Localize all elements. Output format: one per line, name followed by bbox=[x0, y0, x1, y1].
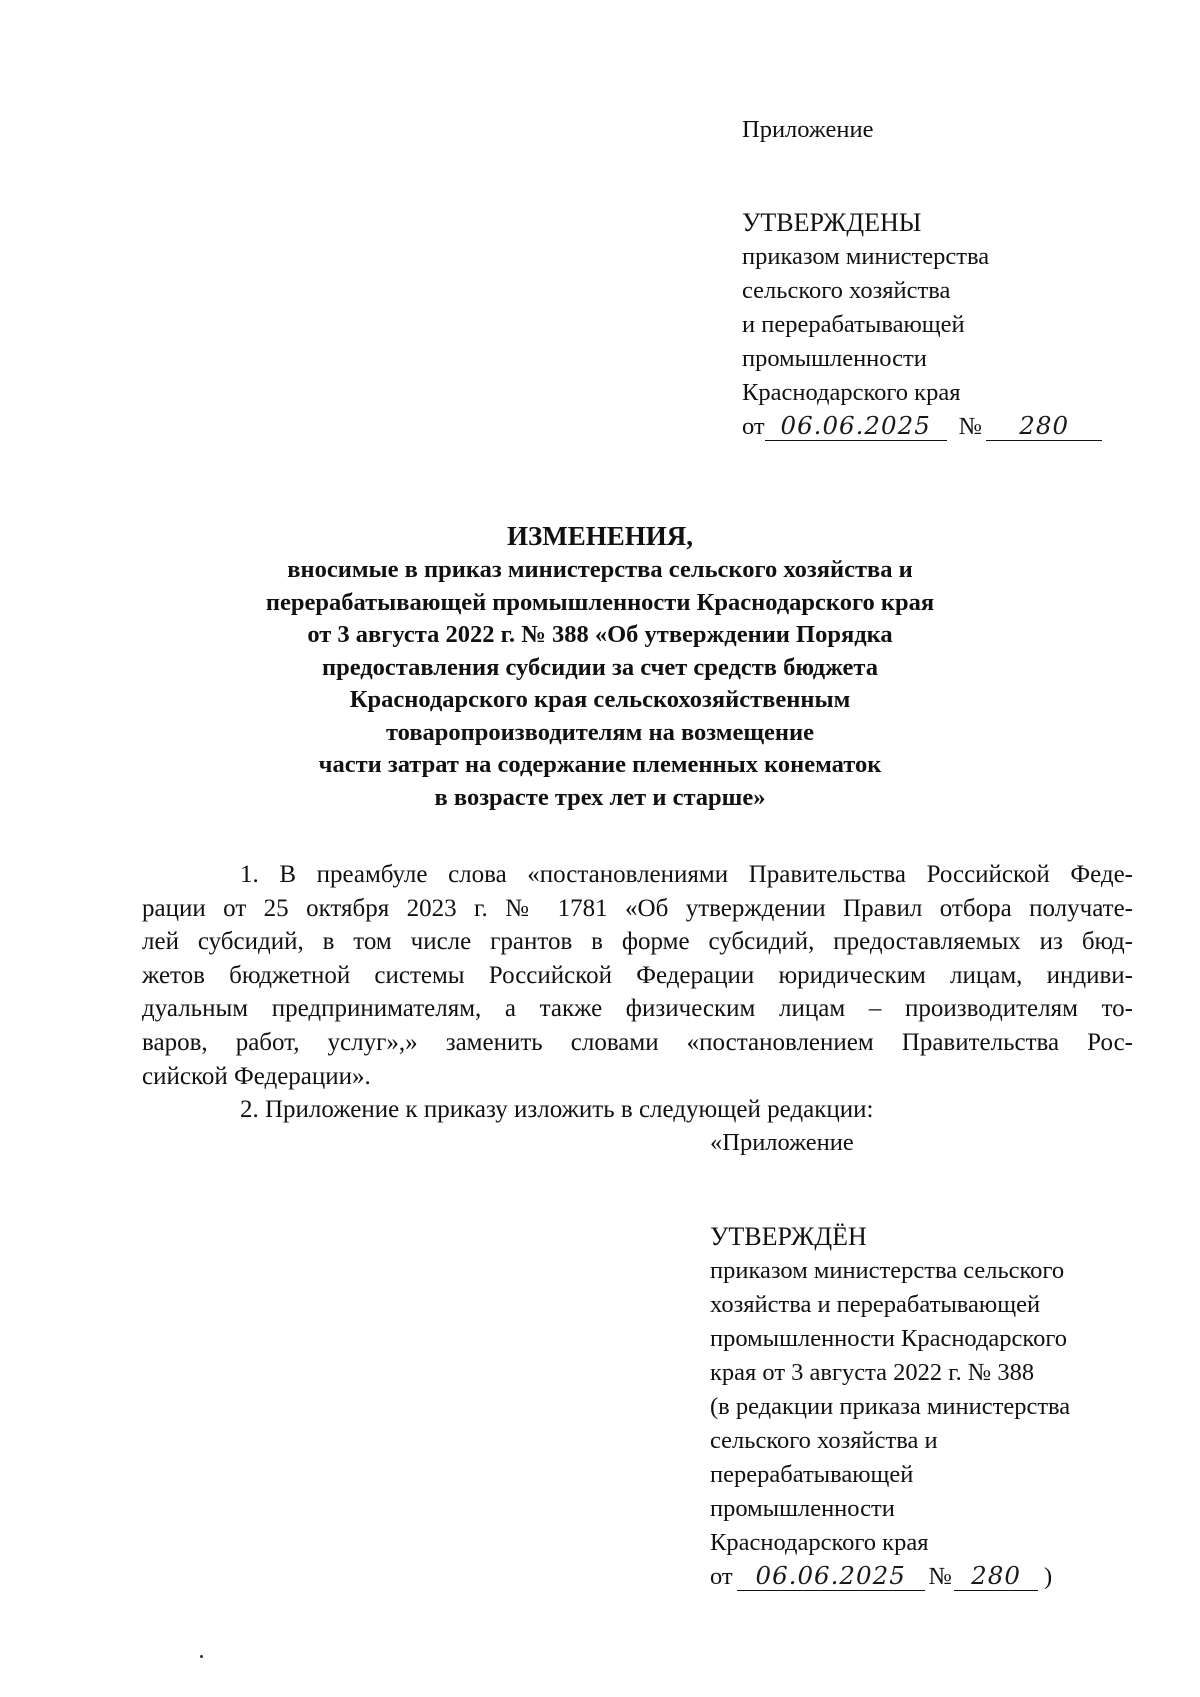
document-title bbox=[0, 518, 1200, 814]
title-line: вносимые в приказ министерства сельского хозяйства и bbox=[287, 556, 913, 583]
handwritten-date: 06.06.2025 bbox=[765, 412, 947, 441]
inner-approved-line: края от 3 августа 2022 г. № 388 bbox=[710, 1359, 1035, 1386]
document-body bbox=[142, 858, 1133, 1127]
title-line: от 3 августа 2022 г. № 388 «Об утверждении Порядка bbox=[307, 621, 893, 648]
approved-line: промышленности bbox=[742, 345, 927, 372]
inner-number-sign: № bbox=[928, 1563, 953, 1590]
paragraph-line: рации от 25 октября 2023 г. № 1781 «Об утверждении Правил отбора получате- bbox=[142, 894, 1133, 922]
paragraph-line: жетов бюджетной системы Российской Федерации юридическим лицам, индиви- bbox=[142, 961, 1133, 989]
inner-approved-heading: УТВЕРЖДЁН bbox=[710, 1222, 867, 1251]
title-line: предоставления субсидии за счет средств бюджета bbox=[321, 653, 879, 681]
inner-approved-line: приказом министерства сельского bbox=[710, 1257, 1065, 1284]
handwritten-number: 280 bbox=[986, 412, 1102, 441]
date-prefix: от bbox=[742, 413, 765, 440]
paragraph-line: дуальным предпринимателям, а также физическим лицам – производителям то- bbox=[142, 995, 1133, 1023]
inner-date-prefix: от bbox=[710, 1563, 733, 1590]
inner-closing-paren: ) bbox=[1044, 1563, 1053, 1590]
approved-line: сельского хозяйства bbox=[742, 277, 951, 304]
inner-approved-line: (в редакции приказа министерства bbox=[710, 1393, 1071, 1420]
inner-approval-block bbox=[710, 1220, 1070, 1594]
scan-speck bbox=[200, 1655, 203, 1658]
paragraph-2: 2. Приложение к приказу изложить в следующей редакции: bbox=[240, 1096, 874, 1124]
paragraph-line: лей субсидий, в том числе грантов в форме субсидий, предоставляемых из бюд- bbox=[142, 928, 1133, 956]
approved-line: и перерабатывающей bbox=[742, 311, 965, 338]
number-sign: № bbox=[958, 413, 983, 440]
title-line: в возрасте трех лет и старше» bbox=[434, 783, 766, 811]
title-heading: ИЗМЕНЕНИЯ, bbox=[506, 521, 693, 551]
title-line: части затрат на содержание племенных конематок bbox=[318, 751, 882, 778]
inner-appendix-text: «Приложение bbox=[710, 1129, 854, 1156]
paragraph-line: сийской Федерации». bbox=[142, 1062, 371, 1090]
paragraph-line: варов, работ, услуг»,» заменить словами «постановлением Правительства Рос- bbox=[142, 1028, 1133, 1056]
inner-date-number-line bbox=[710, 1560, 1070, 1594]
inner-approved-line: промышленности Краснодарского bbox=[710, 1325, 1068, 1352]
approved-line: приказом министерства bbox=[742, 243, 990, 270]
inner-approved-line: сельского хозяйства и bbox=[710, 1427, 938, 1454]
title-line: перерабатывающей промышленности Краснодарского края bbox=[265, 588, 935, 616]
inner-approved-line: промышленности bbox=[710, 1495, 895, 1522]
paragraph-line: 1. В преамбуле слова «постановлениями Правительства Российской Феде- bbox=[240, 861, 1133, 888]
appendix-label bbox=[742, 113, 874, 147]
approved-heading: УТВЕРЖДЕНЫ bbox=[742, 208, 922, 237]
inner-handwritten-date: 06.06.2025 bbox=[737, 1562, 925, 1591]
title-line: товаропроизводителям на возмещение bbox=[385, 718, 815, 746]
date-number-line bbox=[742, 410, 1102, 444]
approved-line: Краснодарского края bbox=[742, 379, 961, 406]
title-line: Краснодарского края сельскохозяйственным bbox=[349, 686, 851, 713]
inner-handwritten-number: 280 bbox=[954, 1562, 1038, 1591]
inner-approved-line: перерабатывающей bbox=[710, 1461, 914, 1488]
inner-approved-line: Краснодарского края bbox=[710, 1529, 929, 1556]
approval-block bbox=[742, 206, 1102, 444]
appendix-text: Приложение bbox=[742, 116, 874, 143]
inner-appendix-label bbox=[710, 1126, 854, 1160]
inner-approved-line: хозяйства и перерабатывающей bbox=[710, 1291, 1041, 1318]
